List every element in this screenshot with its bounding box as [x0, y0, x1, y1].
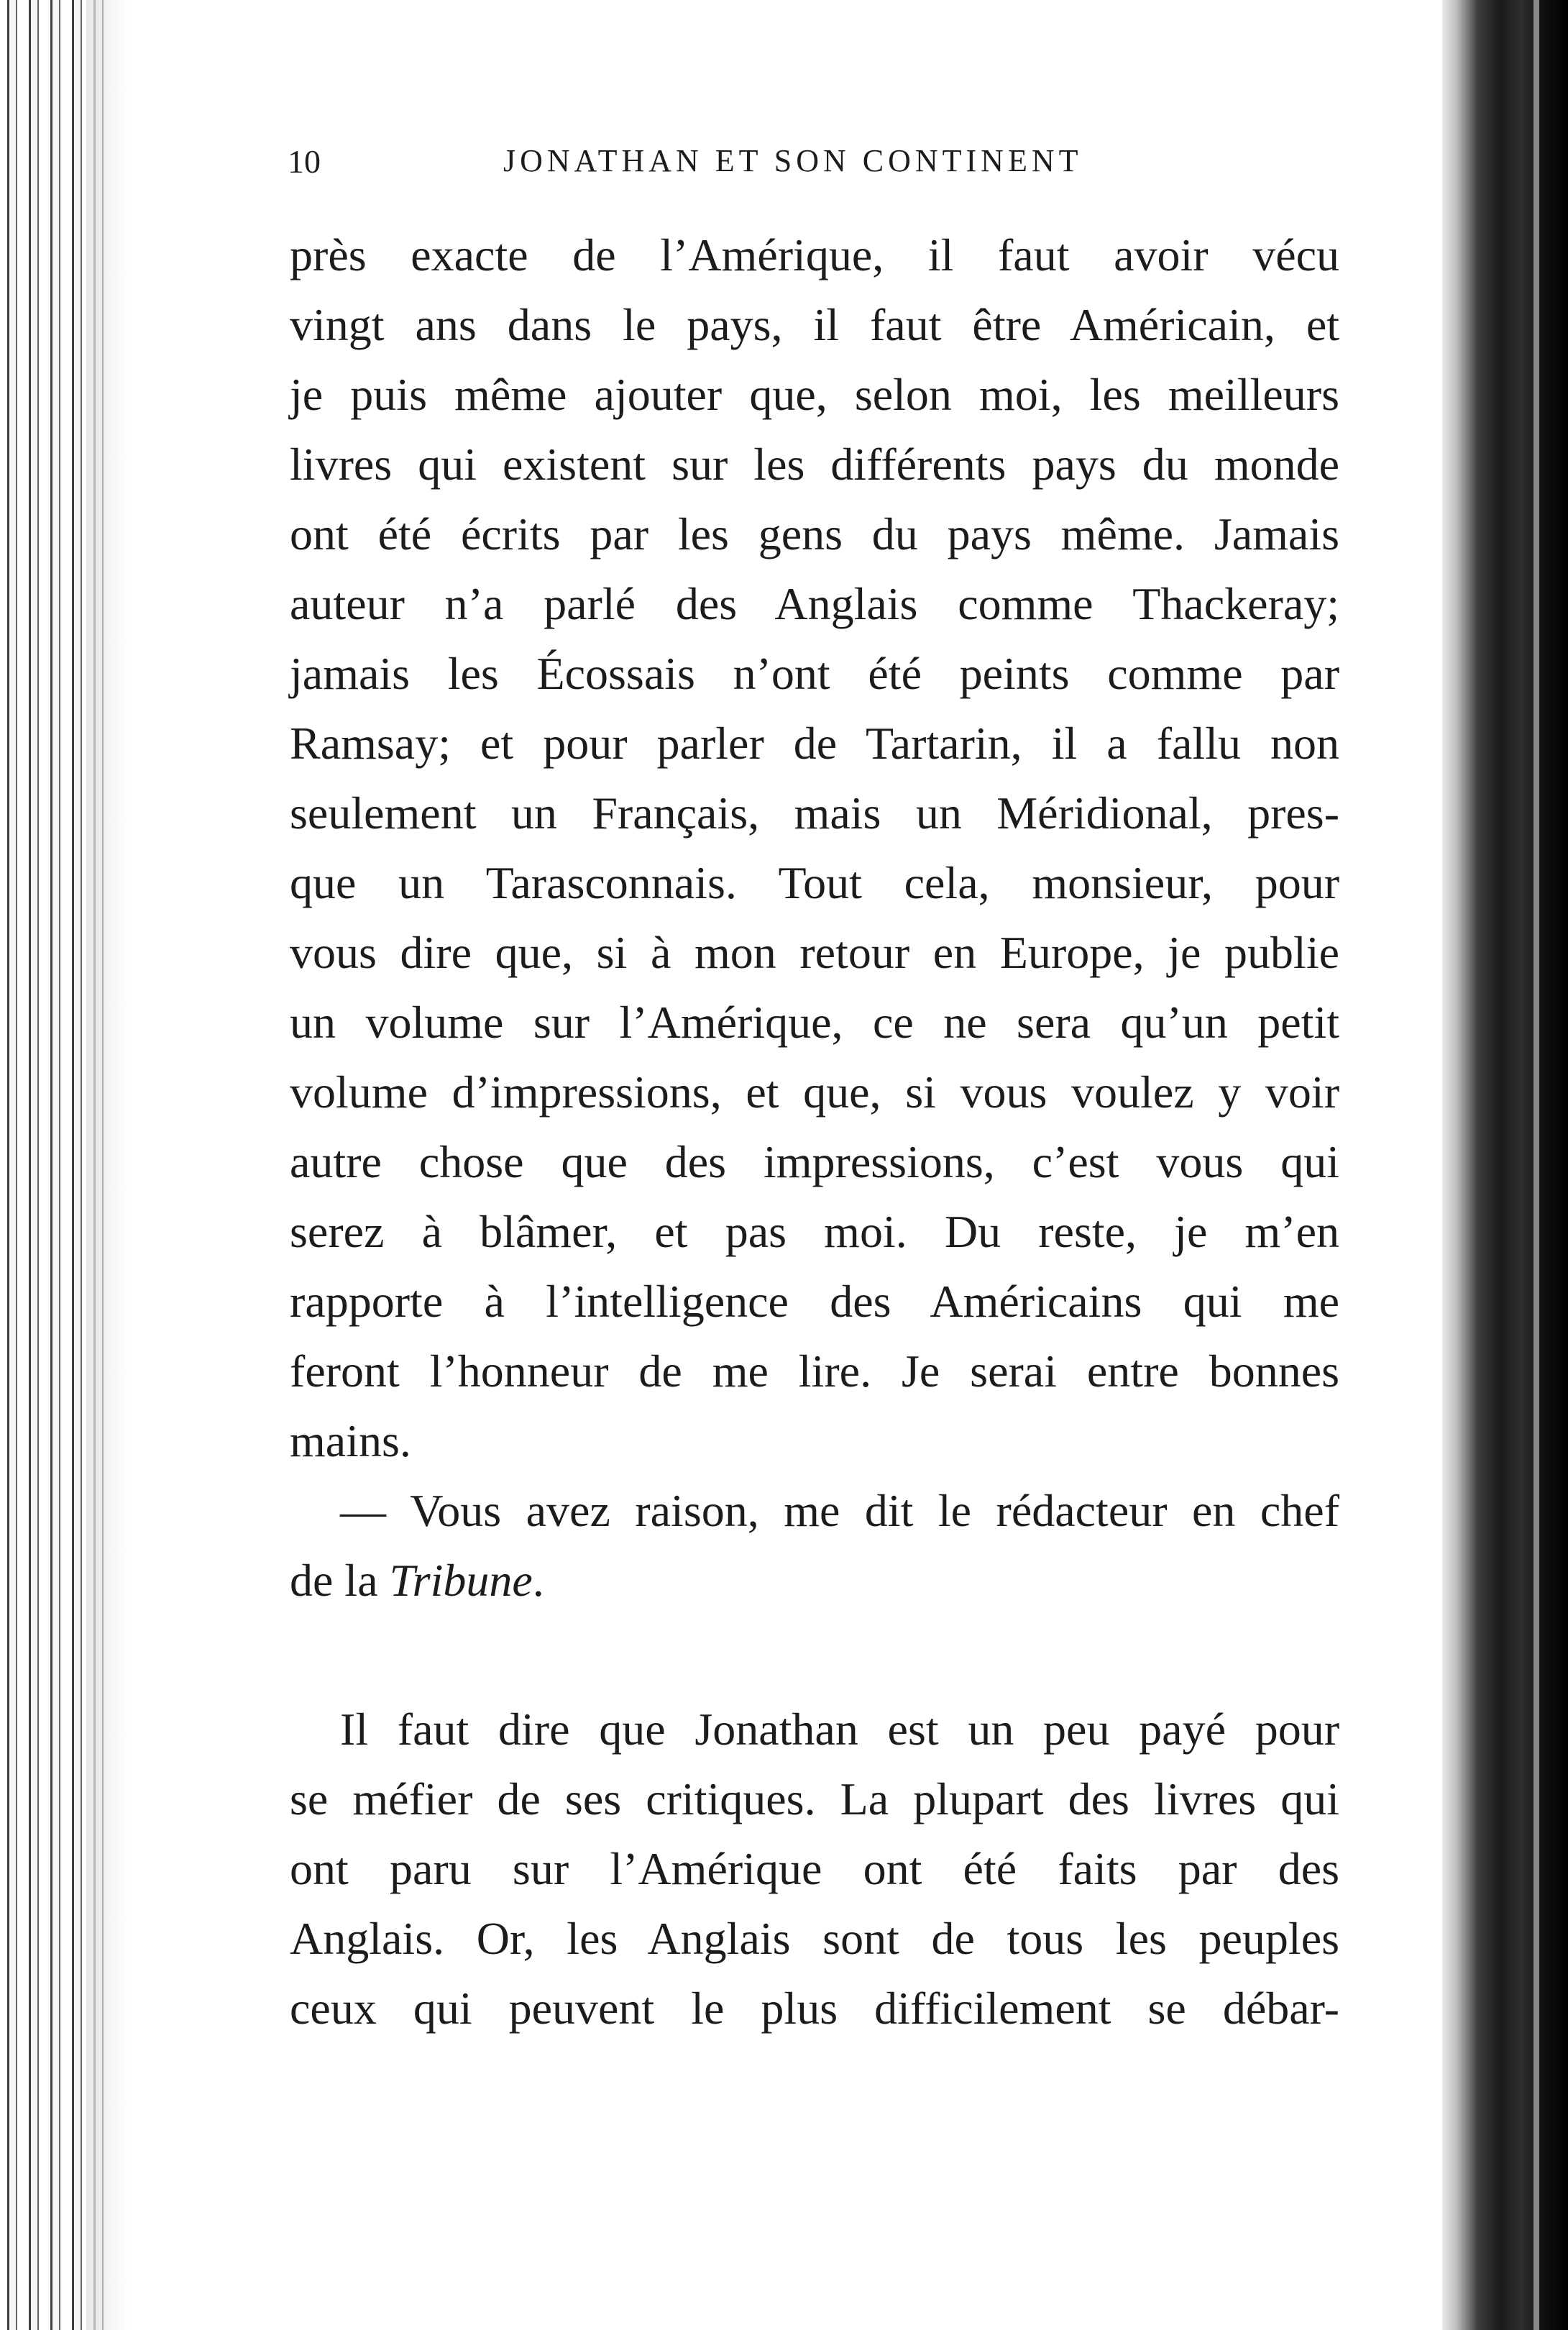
text-line: rapporte à l’intelligence des Américains qui me: [290, 1276, 1339, 1327]
text-line: Il faut dire que Jonathan est un peu payé pour: [340, 1704, 1339, 1755]
text-line: feront l’honneur de me lire. Je serai entre bonnes: [290, 1346, 1339, 1397]
paragraph-2: [290, 1476, 1339, 1615]
page-header: [288, 142, 1330, 186]
text-line: seulement un Français, mais un Méridional, pres-: [290, 787, 1339, 839]
text-line: vous dire que, si à mon retour en Europe, je publie: [290, 927, 1339, 978]
gutter-shadow: [86, 0, 129, 2330]
right-edge-highlight: [1533, 0, 1539, 2330]
italic-title: Tribune: [389, 1555, 533, 1606]
paragraph-3: [290, 1694, 1339, 2043]
body-text: [290, 220, 1339, 2043]
text-line: serez à blâmer, et pas moi. Du reste, je m’en: [290, 1206, 1339, 1257]
text-line: un volume sur l’Amérique, ce ne sera qu’un petit: [290, 997, 1339, 1048]
text-line: auteur n’a parlé des Anglais comme Thackeray;: [290, 578, 1339, 629]
page-number: 10: [288, 143, 321, 180]
text-fragment: de la: [290, 1555, 390, 1606]
text-line: [290, 1545, 1339, 1615]
text-line: Ramsay; et pour parler de Tartarin, il a fallu non: [290, 718, 1339, 769]
text-line: Anglais. Or, les Anglais sont de tous les peuples: [290, 1913, 1339, 1964]
text-line: près exacte de l’Amérique, il faut avoir vécu: [290, 229, 1339, 280]
text-line: ont été écrits par les gens du pays même. Jamais: [290, 508, 1339, 559]
text-line: livres qui existent sur les différents pays du monde: [290, 439, 1339, 490]
right-page-edge: [1442, 0, 1568, 2330]
text-fragment: .: [532, 1555, 544, 1606]
running-head: JONATHAN ET SON CONTINENT: [503, 143, 1083, 178]
text-line: — Vous avez raison, me dit le rédacteur en chef: [340, 1485, 1339, 1536]
section-gap: [290, 1615, 1339, 1694]
text-line: vingt ans dans le pays, il faut être Américain, et: [290, 299, 1339, 350]
text-line: jamais les Écossais n’ont été peints comme par: [290, 648, 1339, 699]
text-line: ont paru sur l’Amérique ont été faits par des: [290, 1843, 1339, 1894]
text-line: se méfier de ses critiques. La plupart des livres qui: [290, 1773, 1339, 1824]
text-line: autre chose que des impressions, c’est vous qui: [290, 1136, 1339, 1187]
text-line: mains.: [290, 1415, 411, 1466]
text-line: ceux qui peuvent le plus difficilement se débar-: [290, 1983, 1339, 2034]
text-line: volume d’impressions, et que, si vous voulez y voir: [290, 1066, 1339, 1118]
text-line: je puis même ajouter que, selon moi, les meilleurs: [290, 369, 1339, 420]
paragraph-1: [290, 220, 1339, 1476]
text-line: que un Tarasconnais. Tout cela, monsieur, pour: [290, 857, 1339, 908]
